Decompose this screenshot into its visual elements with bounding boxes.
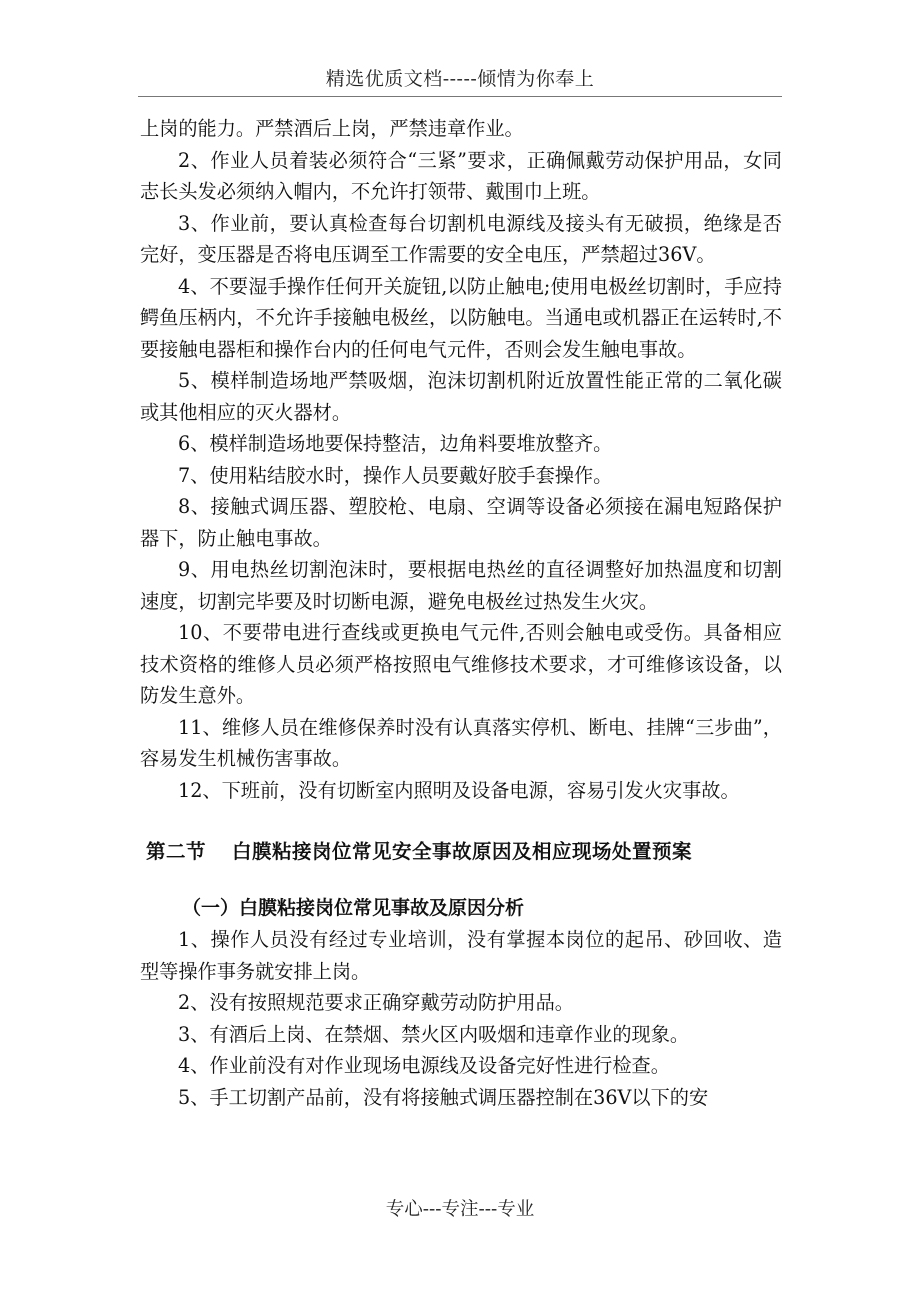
paragraph-group-bottom [140,924,782,1113]
page-header: 精选优质文档-----倾情为你奉上 [325,68,595,90]
paragraph: 8、接触式调压器、塑胶枪、电扇、空调等设备必须接在漏电短路保护器下，防止触电事故。 [140,495,782,550]
paragraph: 7、使用粘结胶水时，操作人员要戴好胶手套操作。 [178,463,613,487]
paragraph: 2、作业人员着装必须符合“三紧”要求，正确佩戴劳动保护用品，女同志长头发必须纳入帽内，不允许打领带、戴围巾上班。 [140,148,782,203]
paragraph: 上岗的能力。严禁酒后上岗，严禁违章作业。 [140,117,524,140]
paragraph: 3、有酒后上岗、在禁烟、禁火区内吸烟和违章作业的现象。 [178,1022,690,1046]
paragraph-group-top [140,113,782,806]
header-divider [138,96,782,97]
paragraph: 1、操作人员没有经过专业培训，没有掌握本岗位的起吊、砂回收、造型等操作事务就安排上岗。 [140,928,782,983]
paragraph: 6、模样制造场地要保持整洁，边角料要堆放整齐。 [178,432,613,455]
subsection-heading: （一）白膜粘接岗位常见事故及原因分析 [182,897,525,919]
paragraph: 5、手工切割产品前，没有将接触式调压器控制在36V以下的安 [178,1085,709,1109]
document-body [140,113,782,1113]
paragraph: 2、没有按照规范要求正确穿戴劳动防护用品。 [178,991,574,1014]
paragraph: 9、用电热丝切割泡沫时，要根据电热丝的直径调整好加热温度和切割速度，切割完毕要及时切断电源，避免电极丝过热发生火灾。 [140,558,782,613]
paragraph: 3、作业前，要认真检查每台切割机电源线及接头有无破损，绝缘是否完好，变压器是否将电压调至工作需要的安全电压，严禁超过36V。 [140,211,782,266]
section-title: 白膜粘接岗位常见安全事故原因及相应现场处置预案 [232,840,693,863]
paragraph: 11、维修人员在维修保养时没有认真落实停机、断电、挂牌“三步曲”，容易发生机械伤害事故。 [140,715,782,770]
paragraph: 5、模样制造场地严禁吸烟，泡沫切割机附近放置性能正常的二氧化碳或其他相应的灭火器材。 [140,369,782,424]
section-heading [146,834,782,870]
paragraph: 10、不要带电进行查线或更换电气元件,否则会触电或受伤。具备相应技术资格的维修人员必须严格按照电气维修技术要求，才可维修该设备，以防发生意外。 [140,621,782,707]
page-footer: 专心---专注---专业 [385,1199,535,1220]
paragraph: 4、作业前没有对作业现场电源线及设备完好性进行检查。 [178,1054,670,1077]
paragraph: 4、不要湿手操作任何开关旋钮,以防止触电;使用电极丝切割时，手应持鳄鱼压柄内，不允许手接触电极丝，以防触电。当通电或机器正在运转时,不要接触电器柜和操作台内的任何电气元件，否则会发生触电事故。 [140,274,782,361]
paragraph: 12、下班前，没有切断室内照明及设备电源，容易引发火灾事故。 [178,778,740,802]
section-number: 第二节 [146,840,207,863]
